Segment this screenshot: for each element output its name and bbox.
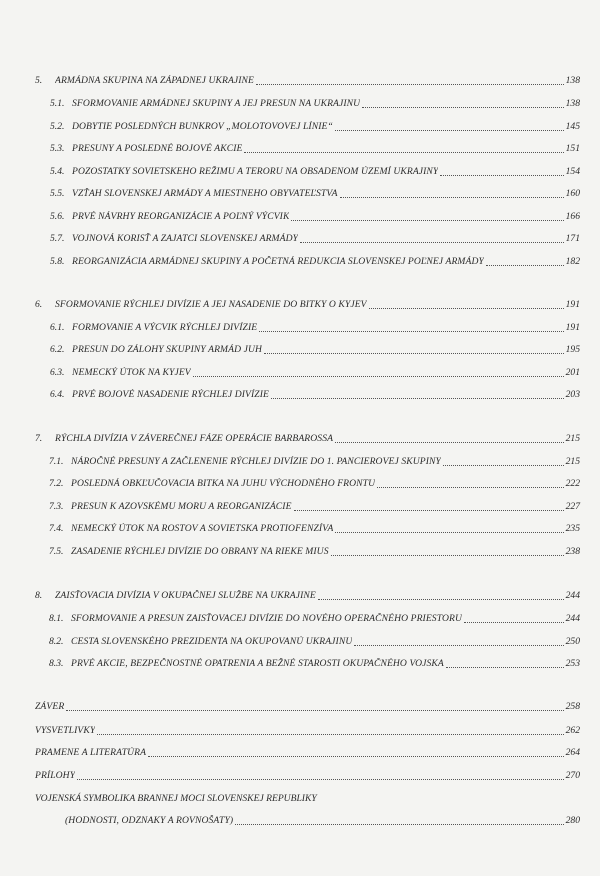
item-title: PRESUN DO ZÁLOHY SKUPINY ARMÁD JUH bbox=[72, 344, 263, 355]
page-number: 244 bbox=[565, 613, 580, 624]
page-number: 203 bbox=[565, 389, 580, 400]
item-title: DOBYTIE POSLEDNÝCH BUNKROV „MOLOTOVOVEJ LÍNIE“ bbox=[72, 121, 333, 132]
page-number: 235 bbox=[565, 523, 580, 534]
item-title: PRESUNY A POSLEDNÉ BOJOVÉ AKCIE bbox=[72, 143, 243, 154]
page-number: 264 bbox=[565, 747, 580, 758]
item-number: 5.4. bbox=[50, 166, 65, 177]
dot-leader bbox=[443, 465, 564, 466]
back-title: ZÁVER bbox=[35, 701, 65, 712]
dot-leader bbox=[294, 510, 564, 511]
item-title: NEMECKÝ ÚTOK NA KYJEV bbox=[72, 367, 191, 378]
page-number: 191 bbox=[565, 299, 580, 310]
item-title: PRVÉ NÁVRHY REORGANIZÁCIE A POĽNÝ VÝCVIK bbox=[72, 211, 290, 222]
item-number: 6.2. bbox=[50, 344, 65, 355]
dot-leader bbox=[354, 645, 563, 646]
back-title: VYSVETLIVKY bbox=[35, 725, 96, 736]
dot-leader bbox=[377, 487, 563, 488]
dot-leader bbox=[331, 555, 564, 556]
toc-item-7-4 bbox=[49, 523, 580, 535]
item-number: 5.5. bbox=[50, 188, 65, 199]
final-title-line2: (HODNOSTI, ODZNAKY A ROVNOŠATY) bbox=[65, 815, 234, 826]
item-title: CESTA SLOVENSKÉHO PREZIDENTA NA OKUPOVANÚ UKRAJINU bbox=[71, 636, 353, 647]
item-title: POZOSTATKY SOVIETSKEHO REŽIMU A TERORU NA OBSADENOM ÚZEMÍ UKRAJINY bbox=[72, 166, 439, 177]
dot-leader bbox=[335, 532, 563, 533]
item-number: 7.5. bbox=[49, 546, 64, 557]
back-title: PRAMENE A LITERATÚRA bbox=[35, 747, 147, 758]
page-number: 151 bbox=[565, 143, 580, 154]
toc-item-7-3 bbox=[49, 501, 580, 513]
item-title: POSLEDNÁ OBKĽUČOVACIA BITKA NA JUHU VÝCHODNÉHO FRONTU bbox=[71, 478, 376, 489]
dot-leader bbox=[440, 175, 563, 176]
item-number: 5.6. bbox=[50, 211, 65, 222]
toc-final-line1: VOJENSKÁ SYMBOLIKA BRANNEJ MOCI SLOVENSKEJ REPUBLIKY bbox=[35, 793, 317, 804]
toc-item-7-2 bbox=[49, 478, 580, 490]
toc-item-8-1 bbox=[49, 613, 580, 625]
dot-leader bbox=[446, 667, 564, 668]
dot-leader bbox=[335, 130, 564, 131]
item-number: 8.3. bbox=[49, 658, 64, 669]
item-title: SFORMOVANIE ARMÁDNEJ SKUPINY A JEJ PRESUN NA UKRAJINU bbox=[72, 98, 361, 109]
section-number: 8. bbox=[35, 590, 43, 601]
item-title: NÁROČNÉ PRESUNY A ZAČLENENIE RÝCHLEJ DIVÍZIE DO 1. PANCIEROVEJ SKUPINY bbox=[71, 456, 441, 467]
toc-item-5-6 bbox=[50, 211, 580, 223]
page-number: 215 bbox=[565, 433, 580, 444]
toc-back-zaver bbox=[35, 701, 580, 713]
back-title: PRÍLOHY bbox=[35, 770, 76, 781]
dot-leader bbox=[486, 265, 564, 266]
page-number: 171 bbox=[565, 233, 580, 244]
toc-item-6-4 bbox=[50, 389, 580, 401]
toc-back-pramene bbox=[35, 747, 580, 759]
dot-leader bbox=[97, 734, 563, 735]
item-number: 8.1. bbox=[49, 613, 64, 624]
item-number: 5.8. bbox=[50, 256, 65, 267]
section-number: 7. bbox=[35, 433, 43, 444]
item-number: 6.3. bbox=[50, 367, 65, 378]
toc-item-5-8 bbox=[50, 256, 580, 268]
toc-item-7-1 bbox=[49, 456, 580, 468]
item-title: REORGANIZÁCIA ARMÁDNEJ SKUPINY A POČETNÁ REDUKCIA SLOVENSKEJ POĽNEJ ARMÁDY bbox=[72, 256, 484, 267]
page-number: 154 bbox=[565, 166, 580, 177]
page-number: 262 bbox=[565, 725, 580, 736]
page-number: 253 bbox=[565, 658, 580, 669]
page-number: 258 bbox=[565, 701, 580, 712]
page-number: 191 bbox=[565, 322, 580, 333]
toc-section-6 bbox=[35, 299, 580, 311]
item-number: 6.1. bbox=[50, 322, 65, 333]
toc-item-8-2 bbox=[49, 636, 580, 648]
dot-leader bbox=[235, 824, 563, 825]
dot-leader bbox=[291, 220, 563, 221]
item-title: PRVÉ AKCIE, BEZPEČNOSTNÉ OPATRENIA A BEŽNÉ STAROSTI OKUPAČNÉHO VOJSKA bbox=[71, 658, 444, 669]
item-title: NEMECKÝ ÚTOK NA ROSTOV A SOVIETSKA PROTIOFENZÍVA bbox=[71, 523, 334, 534]
item-number: 6.4. bbox=[50, 389, 65, 400]
page-number: 270 bbox=[565, 770, 580, 781]
toc-item-6-3 bbox=[50, 367, 580, 379]
dot-leader bbox=[148, 756, 564, 757]
section-number: 6. bbox=[35, 299, 43, 310]
section-title: ARMÁDNA SKUPINA NA ZÁPADNEJ UKRAJINE bbox=[55, 75, 255, 86]
page-number: 280 bbox=[565, 815, 580, 826]
toc-item-5-4 bbox=[50, 166, 580, 178]
item-number: 8.2. bbox=[49, 636, 64, 647]
page-number: 145 bbox=[565, 121, 580, 132]
section-title: ZAISŤOVACIA DIVÍZIA V OKUPAČNEJ SLUŽBE NA UKRAJINE bbox=[55, 590, 316, 601]
section-title: RÝCHLA DIVÍZIA V ZÁVEREČNEJ FÁZE OPERÁCIE BARBAROSSA bbox=[55, 433, 334, 444]
toc-item-6-1 bbox=[50, 322, 580, 334]
toc-section-8 bbox=[35, 590, 580, 602]
page-number: 160 bbox=[565, 188, 580, 199]
dot-leader bbox=[77, 779, 563, 780]
toc-back-vysvetlivky bbox=[35, 725, 580, 737]
page-number: 244 bbox=[565, 590, 580, 601]
page-number: 138 bbox=[565, 98, 580, 109]
dot-leader bbox=[340, 197, 564, 198]
dot-leader bbox=[256, 84, 564, 85]
section-title: SFORMOVANIE RÝCHLEJ DIVÍZIE A JEJ NASADENIE DO BITKY O KYJEV bbox=[55, 299, 367, 310]
toc-item-8-3 bbox=[49, 658, 580, 670]
dot-leader bbox=[193, 376, 564, 377]
toc-item-5-7 bbox=[50, 233, 580, 245]
item-title: FORMOVANIE A VÝCVIK RÝCHLEJ DIVÍZIE bbox=[72, 322, 258, 333]
page-number: 138 bbox=[565, 75, 580, 86]
dot-leader bbox=[264, 353, 564, 354]
item-number: 5.2. bbox=[50, 121, 65, 132]
dot-leader bbox=[362, 107, 563, 108]
dot-leader bbox=[259, 331, 563, 332]
page-number: 195 bbox=[565, 344, 580, 355]
toc-item-5-2 bbox=[50, 121, 580, 133]
toc-item-6-2 bbox=[50, 344, 580, 356]
toc-item-5-1 bbox=[50, 98, 580, 110]
toc-section-5 bbox=[35, 75, 580, 87]
toc-final-line2 bbox=[65, 815, 580, 827]
toc-section-7 bbox=[35, 433, 580, 445]
item-number: 7.3. bbox=[49, 501, 64, 512]
toc-item-7-5 bbox=[49, 546, 580, 558]
item-number: 5.7. bbox=[50, 233, 65, 244]
item-number: 5.3. bbox=[50, 143, 65, 154]
item-title: PRVÉ BOJOVÉ NASADENIE RÝCHLEJ DIVÍZIE bbox=[72, 389, 269, 400]
toc-item-5-3 bbox=[50, 143, 580, 155]
page-number: 227 bbox=[565, 501, 580, 512]
item-title: VZŤAH SLOVENSKEJ ARMÁDY A MIESTNEHO OBYVATEĽSTVA bbox=[72, 188, 338, 199]
item-number: 7.1. bbox=[49, 456, 64, 467]
item-title: VOJNOVÁ KORISŤ A ZAJATCI SLOVENSKEJ ARMÁDY bbox=[72, 233, 299, 244]
dot-leader bbox=[464, 622, 564, 623]
dot-leader bbox=[335, 442, 564, 443]
item-number: 7.2. bbox=[49, 478, 64, 489]
item-title: ZASADENIE RÝCHLEJ DIVÍZIE DO OBRANY NA RIEKE MIUS bbox=[71, 546, 329, 557]
page-number: 182 bbox=[565, 256, 580, 267]
dot-leader bbox=[244, 152, 563, 153]
item-number: 5.1. bbox=[50, 98, 65, 109]
dot-leader bbox=[66, 710, 563, 711]
item-number: 7.4. bbox=[49, 523, 64, 534]
dot-leader bbox=[300, 242, 564, 243]
page-number: 215 bbox=[565, 456, 580, 467]
page-number: 222 bbox=[565, 478, 580, 489]
dot-leader bbox=[318, 599, 564, 600]
item-title: SFORMOVANIE A PRESUN ZAISŤOVACEJ DIVÍZIE DO NOVÉHO OPERAČNÉHO PRIESTORU bbox=[71, 613, 462, 624]
toc-back-prilohy bbox=[35, 770, 580, 782]
dot-leader bbox=[271, 398, 564, 399]
page-number: 166 bbox=[565, 211, 580, 222]
page-number: 201 bbox=[565, 367, 580, 378]
dot-leader bbox=[369, 308, 564, 309]
page-number: 238 bbox=[565, 546, 580, 557]
item-title: PRESUN K AZOVSKÉMU MORU A REORGANIZÁCIE bbox=[71, 501, 292, 512]
page-number: 250 bbox=[565, 636, 580, 647]
toc-item-5-5 bbox=[50, 188, 580, 200]
section-number: 5. bbox=[35, 75, 43, 86]
